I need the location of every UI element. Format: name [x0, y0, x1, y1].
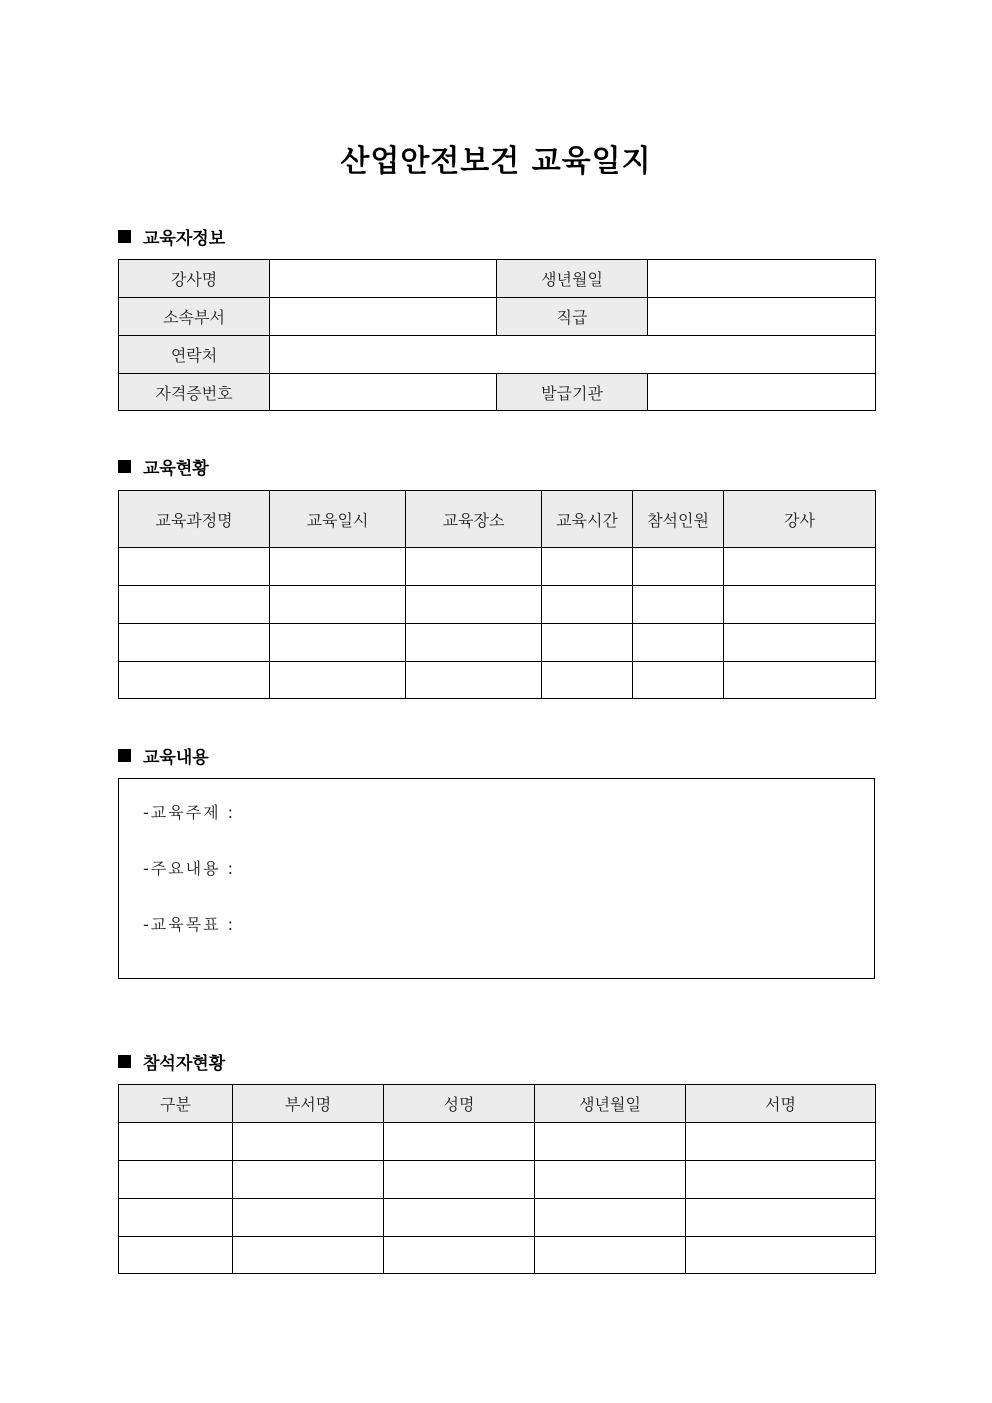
table-cell[interactable] — [724, 586, 876, 624]
attendee-table — [118, 1084, 876, 1274]
table-cell[interactable] — [119, 1199, 233, 1237]
instructor-info-table — [118, 259, 876, 411]
table-cell[interactable] — [633, 624, 724, 662]
table-cell[interactable] — [542, 548, 633, 586]
table-cell[interactable] — [119, 1161, 233, 1199]
section-title: 교육자정보 — [143, 229, 226, 249]
table-row — [119, 1161, 876, 1199]
table-cell[interactable] — [406, 548, 542, 586]
table-cell[interactable] — [119, 624, 270, 662]
column-header: 생년월일 — [535, 1085, 686, 1123]
column-header: 교육장소 — [406, 491, 542, 548]
label-cell: 소속부서 — [119, 298, 270, 336]
table-cell[interactable] — [542, 586, 633, 624]
column-header: 성명 — [384, 1085, 535, 1123]
table-row — [119, 1199, 876, 1237]
table-cell[interactable] — [384, 1237, 535, 1274]
education-topic-label: -교육주제 : — [143, 803, 236, 822]
table-cell[interactable] — [542, 662, 633, 699]
table-cell[interactable] — [119, 586, 270, 624]
section-title: 교육내용 — [143, 748, 209, 768]
table-cell[interactable] — [633, 662, 724, 699]
table-row — [119, 662, 876, 699]
section-title: 교육현황 — [143, 459, 209, 479]
table-cell[interactable] — [686, 1237, 876, 1274]
table-cell[interactable] — [384, 1123, 535, 1161]
table-header-row — [119, 491, 876, 548]
table-cell[interactable] — [686, 1161, 876, 1199]
table-cell[interactable] — [270, 624, 406, 662]
table-cell[interactable] — [406, 624, 542, 662]
section-title: 참석자현황 — [143, 1054, 226, 1074]
square-bullet-icon — [118, 230, 131, 243]
table-cell[interactable] — [633, 586, 724, 624]
table-row — [119, 260, 876, 298]
table-row — [119, 1123, 876, 1161]
label-cell: 생년월일 — [497, 260, 648, 298]
table-cell[interactable] — [633, 548, 724, 586]
contact-field[interactable] — [270, 336, 876, 374]
table-row — [119, 374, 876, 411]
table-cell[interactable] — [535, 1237, 686, 1274]
table-cell[interactable] — [384, 1161, 535, 1199]
table-cell[interactable] — [270, 548, 406, 586]
main-content-line — [143, 856, 235, 879]
education-status-table — [118, 490, 876, 699]
table-cell[interactable] — [119, 1237, 233, 1274]
table-cell[interactable] — [233, 1161, 384, 1199]
table-cell[interactable] — [119, 1123, 233, 1161]
column-header: 교육과정명 — [119, 491, 270, 548]
education-topic-line — [143, 800, 235, 823]
table-cell[interactable] — [724, 548, 876, 586]
certificate-number-field[interactable] — [270, 374, 497, 411]
label-cell: 연락처 — [119, 336, 270, 374]
table-cell[interactable] — [270, 586, 406, 624]
column-header: 구분 — [119, 1085, 233, 1123]
section-heading-instructor — [118, 224, 225, 249]
table-cell[interactable] — [542, 624, 633, 662]
education-goal-label: -교육목표 : — [143, 915, 236, 934]
label-cell: 자격증번호 — [119, 374, 270, 411]
table-cell[interactable] — [233, 1123, 384, 1161]
instructor-name-field[interactable] — [270, 260, 497, 298]
label-cell: 발급기관 — [497, 374, 648, 411]
table-cell[interactable] — [535, 1123, 686, 1161]
table-cell[interactable] — [406, 586, 542, 624]
table-cell[interactable] — [233, 1237, 384, 1274]
rank-field[interactable] — [648, 298, 876, 336]
table-cell[interactable] — [724, 662, 876, 699]
document-title: 산업안전보건 교육일지 — [340, 144, 652, 179]
section-heading-status — [118, 454, 209, 479]
column-header: 서명 — [686, 1085, 876, 1123]
table-cell[interactable] — [535, 1199, 686, 1237]
section-heading-attendees — [118, 1049, 225, 1074]
birthdate-field[interactable] — [648, 260, 876, 298]
table-cell[interactable] — [384, 1199, 535, 1237]
main-content-label: -주요내용 : — [143, 859, 236, 878]
column-header: 강사 — [724, 491, 876, 548]
table-cell[interactable] — [270, 662, 406, 699]
label-cell: 강사명 — [119, 260, 270, 298]
column-header: 교육시간 — [542, 491, 633, 548]
table-row — [119, 1237, 876, 1274]
education-goal-line — [143, 912, 235, 935]
issuing-agency-field[interactable] — [648, 374, 876, 411]
table-cell[interactable] — [535, 1161, 686, 1199]
label-cell: 직급 — [497, 298, 648, 336]
table-row — [119, 298, 876, 336]
table-row — [119, 548, 876, 586]
table-row — [119, 336, 876, 374]
table-cell[interactable] — [119, 662, 270, 699]
square-bullet-icon — [118, 749, 131, 762]
column-header: 교육일시 — [270, 491, 406, 548]
table-cell[interactable] — [686, 1123, 876, 1161]
table-cell[interactable] — [724, 624, 876, 662]
table-cell[interactable] — [406, 662, 542, 699]
table-cell[interactable] — [119, 548, 270, 586]
table-cell[interactable] — [686, 1199, 876, 1237]
square-bullet-icon — [118, 1055, 131, 1068]
square-bullet-icon — [118, 460, 131, 473]
table-cell[interactable] — [233, 1199, 384, 1237]
education-content-box[interactable] — [118, 778, 875, 979]
department-field[interactable] — [270, 298, 497, 336]
table-row — [119, 586, 876, 624]
table-row — [119, 624, 876, 662]
column-header: 참석인원 — [633, 491, 724, 548]
table-header-row — [119, 1085, 876, 1123]
section-heading-content — [118, 743, 209, 768]
column-header: 부서명 — [233, 1085, 384, 1123]
